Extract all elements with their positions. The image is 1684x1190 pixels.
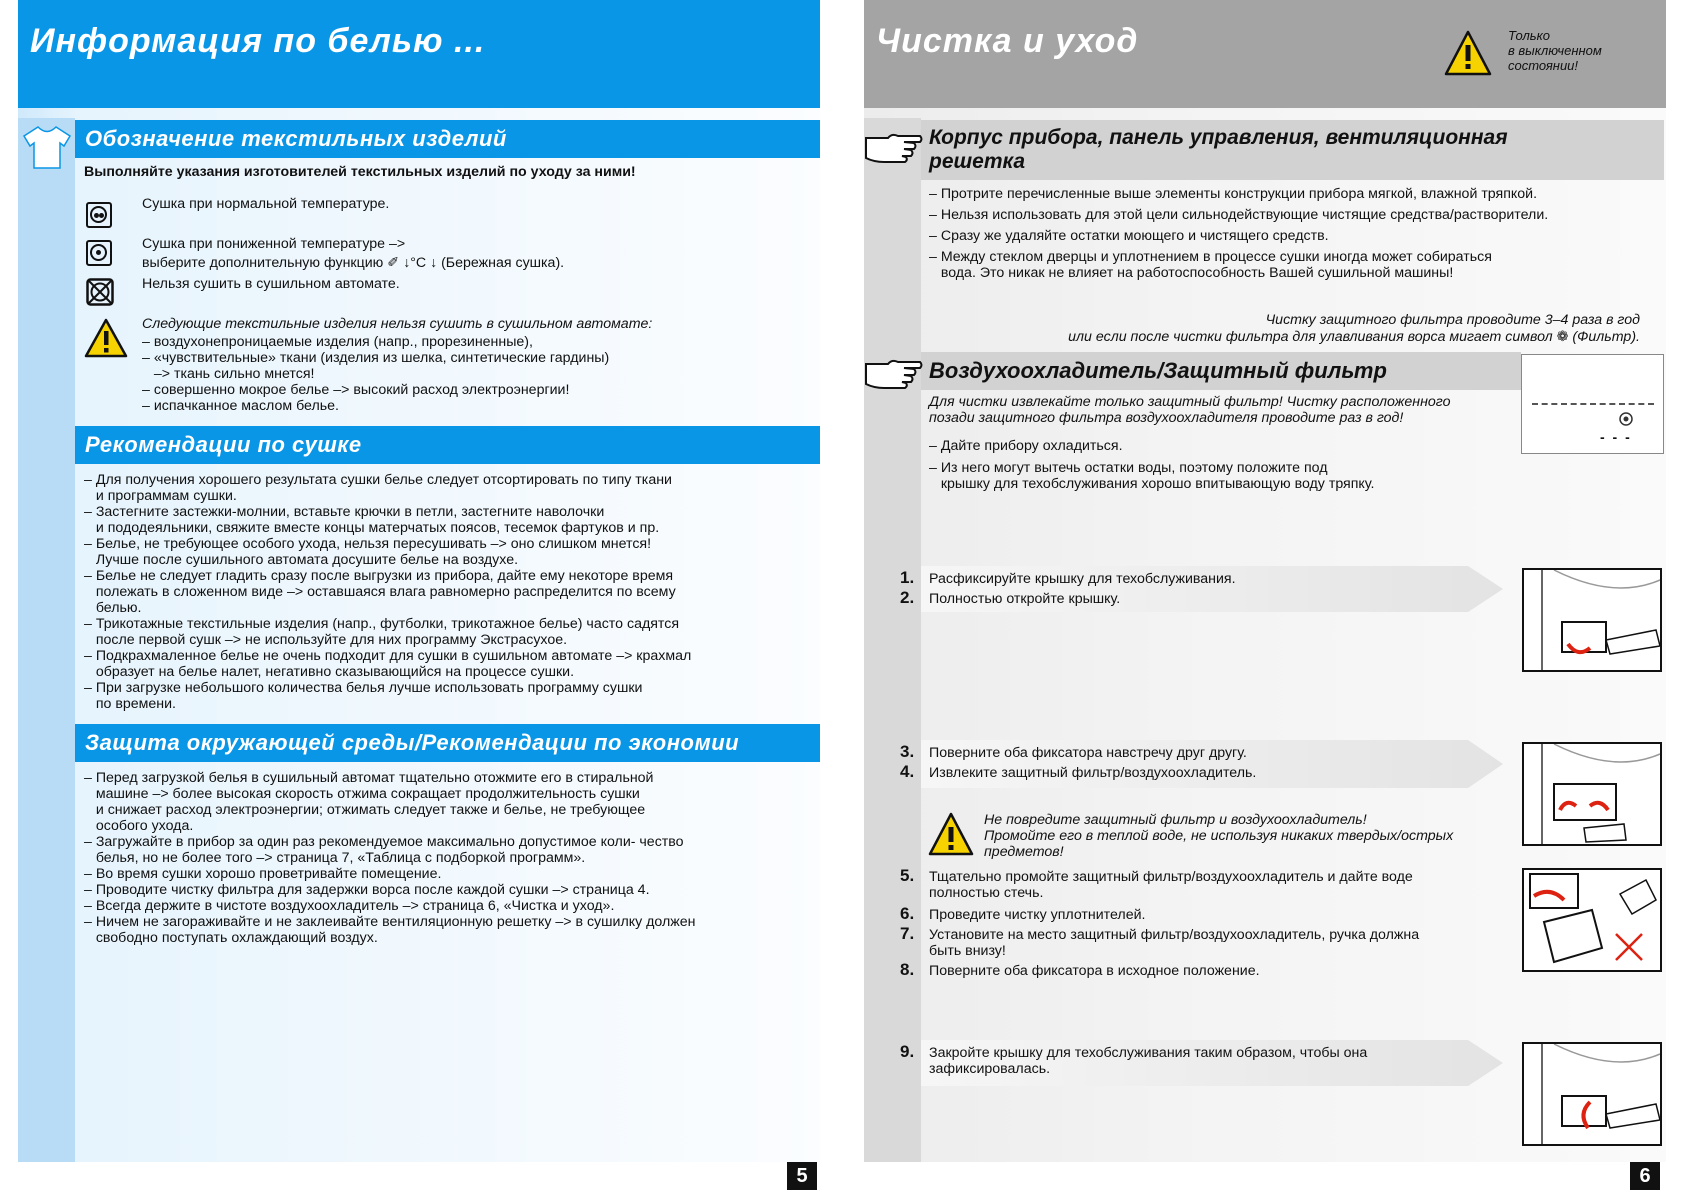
filter-warning: Не повредите защитный фильтр и воздухоохладитель! Промойте его в теплой воде, не используя никаких твердых/острых предметов!	[984, 812, 1454, 860]
illustration-clean-filter	[1522, 868, 1662, 972]
pointing-hand-icon	[864, 130, 924, 164]
drying-line: после первой сушк –> не используйте для них программу Экстрасухое.	[84, 632, 568, 648]
eco-line: – Во время сушки хорошо проветривайте помещение.	[84, 866, 442, 882]
left-page-number: 5	[787, 1162, 817, 1190]
display-readout: - - -	[1600, 429, 1632, 445]
step-text: Поверните оба фиксатора навстречу друг другу.	[929, 745, 1247, 761]
warning-intro: Следующие текстильные изделия нельзя сушить в сушильном автомате:	[142, 316, 653, 332]
filter-note-line-1: Чистку защитного фильтра проводите 3–4 раза в год	[1265, 312, 1640, 328]
eco-line: белья, но не более того –> страница 7, «Таблица с подборкой программ».	[84, 850, 586, 866]
filter-intro-1: Для чистки извлекайте только защитный фильтр! Чистку расположенного	[929, 394, 1451, 410]
drying-line: – При загрузке небольшого количества белья лучше использовать программу сушки	[84, 680, 643, 696]
illustration-unlock-cover	[1522, 568, 1662, 672]
prep-line: крышку для техобслуживания хорошо впитывающую воду тряпку.	[929, 476, 1375, 492]
eco-line: – Загружайте в прибор за один раз рекомендуемое максимально допустимое коли- чество	[84, 834, 684, 850]
warning-icon	[928, 812, 974, 856]
symbol-normal-text: Сушка при нормальной температуре.	[142, 196, 390, 212]
drying-line: полежать в сложенном виде –> оставшаяся влага равномерно распределится по всему	[84, 584, 676, 600]
no-tumble-dry-icon	[86, 278, 114, 306]
eco-line: – Проводите чистку фильтра для задержки ворса после каждой сушки –> страница 4.	[84, 882, 650, 898]
eco-line: машине –> более высокая скорость отжима сокращает продолжительность сушки	[84, 786, 640, 802]
housing-line: – Протрите перечисленные выше элементы конструкции прибора мягкой, влажной тряпкой.	[929, 186, 1538, 202]
step-number: 5.	[900, 866, 915, 885]
step-text: Установите на место защитный фильтр/воздухоохладитель, ручка должна быть внизу!	[929, 927, 1420, 959]
illustration-turn-latches	[1522, 742, 1662, 846]
left-page-header	[18, 0, 820, 108]
step-text: Тщательно промойте защитный фильтр/воздухоохладитель и дайте воде полностью стечь.	[929, 869, 1413, 901]
drying-line: – Трикотажные текстильные изделия (напр., футболки, трикотажное белье) часто садятся	[84, 616, 680, 632]
textiles-heading-band	[75, 120, 820, 158]
eco-heading: Защита окружающей среды/Рекомендации по экономии	[85, 730, 740, 755]
drying-line: – Для получения хорошего результата сушки белье следует отсортировать по типу ткани	[84, 472, 672, 488]
filter-heading: Воздухоохладитель/Защитный фильтр	[929, 358, 1387, 383]
housing-care-list	[929, 186, 1548, 281]
filter-prep-list	[929, 438, 1374, 492]
housing-line: – Сразу же удаляйте остатки моющего и чистящего средств.	[929, 228, 1329, 244]
step-number: 9.	[900, 1042, 915, 1061]
filter-note-line-2: или если после чистки фильтра для улавливания ворса мигает символ ❁ (Фильтр).	[1068, 329, 1640, 345]
eco-line: особого ухода.	[84, 818, 194, 834]
symbol-no-dry-text: Нельзя сушить в сушильном автомате.	[142, 276, 400, 292]
symbol-low-text-2: выберите дополнительную функцию ✐ ↓°C ↓ (Бережная сушка).	[142, 255, 565, 271]
right-page-header	[864, 0, 1666, 108]
drying-heading: Рекомендации по сушке	[85, 432, 362, 457]
step-text: Полностью откройте крышку.	[929, 591, 1121, 607]
housing-heading-band	[921, 120, 1664, 180]
warning-item: – воздухонепроницаемые изделия (напр., прорезиненные),	[142, 334, 533, 350]
control-panel-display	[1521, 354, 1664, 454]
drying-line: и программам сушки.	[84, 488, 237, 504]
filter-heading-band	[921, 352, 1521, 390]
eco-line: и снижает расход электроэнергии; отжимать следует также и белье, не требующее	[84, 802, 646, 818]
eco-line: – Всегда держите в чистоте воздухоохладитель –> страница 6, «Чистка и уход».	[84, 898, 615, 914]
warning-item: – испачканное маслом белье.	[142, 398, 339, 414]
housing-line: вода. Это никак не влияет на работоспособность Вашей сушильной машины!	[929, 265, 1454, 281]
warning-icon	[1444, 30, 1492, 76]
drying-line: – Застегните застежки-молнии, вставьте крючки в петли, застегните наволочки	[84, 504, 605, 520]
drying-line: и пододеяльники, свяжите вместе концы матерчатых поясов, тесемок фартуков и пр.	[84, 520, 660, 536]
step-number: 2.	[900, 588, 915, 607]
prep-line: – Дайте прибору охладиться.	[929, 438, 1123, 454]
step-number: 8.	[900, 960, 915, 979]
step-text: Закройте крышку для техобслуживания таким образом, чтобы она зафиксировалась.	[929, 1045, 1368, 1077]
illustration-close-cover	[1522, 1042, 1662, 1146]
textiles-heading: Обозначение текстильных изделий	[85, 126, 507, 151]
step-text: Поверните оба фиксатора в исходное положение.	[929, 963, 1260, 979]
housing-heading: Корпус прибора, панель управления, вентиляционная решетка	[929, 126, 1508, 173]
drying-line: по времени.	[84, 696, 177, 712]
warning-icon	[84, 318, 128, 358]
eco-line: – Ничем не загораживайте и не заклеивайте вентиляционную решетку –> в сушилку должен	[84, 914, 696, 930]
left-page-title: Информация по белью ...	[30, 22, 486, 60]
drying-line: белью.	[84, 600, 142, 616]
dry-normal-temp-icon	[86, 202, 112, 228]
tshirt-icon	[20, 124, 74, 172]
step-text: Расфиксируйте крышку для техобслуживания.	[929, 571, 1236, 587]
step-number: 3.	[900, 742, 915, 761]
dry-low-temp-icon	[86, 240, 112, 266]
drying-recommendations-list	[84, 472, 691, 712]
drying-heading-band	[75, 426, 820, 464]
eco-line: свободно поступать охлаждающий воздух.	[84, 930, 378, 946]
filter-intro-2: позади защитного фильтра воздухоохладителя проводите раз в год!	[929, 410, 1404, 426]
warning-item: –> ткань сильно мнется!	[142, 366, 315, 382]
eco-recommendations-list	[84, 770, 696, 946]
step-number: 6.	[900, 904, 915, 923]
right-margin-strip	[864, 118, 921, 1162]
eco-line: – Перед загрузкой белья в сушильный автомат тщательно отожмите его в стиральной	[84, 770, 654, 786]
step-number: 4.	[900, 762, 915, 781]
prep-line: – Из него могут вытечь остатки воды, поэтому положите под	[929, 460, 1328, 476]
drying-line: – Белье, не требующее особого ухода, нельзя пересушивать –> оно слишком мнется!	[84, 536, 652, 552]
housing-line: – Между стеклом дверцы и уплотнением в процессе сушки иногда может собираться	[929, 249, 1492, 265]
step-text: Извлеките защитный фильтр/воздухоохладитель.	[929, 765, 1257, 781]
step-number: 1.	[900, 568, 915, 587]
drying-line: Лучше после сушильного автомата досушите белье на воздухе.	[84, 552, 519, 568]
only-off-note: Только в выключенном состоянии!	[1508, 28, 1602, 73]
drying-line: – Белье не следует гладить сразу после выгрузки из прибора, дайте ему некоторе время	[84, 568, 674, 584]
warning-item: – «чувствительные» ткани (изделия из шелка, синтетические гардины)	[142, 350, 610, 366]
right-page-number: 6	[1630, 1162, 1660, 1190]
step-number: 7.	[900, 924, 915, 943]
pointing-hand-icon	[864, 356, 924, 390]
warning-item: – совершенно мокрое белье –> высокий расход электроэнергии!	[142, 382, 570, 398]
eco-heading-band	[75, 724, 820, 762]
step-text: Проведите чистку уплотнителей.	[929, 907, 1146, 923]
left-margin-strip	[18, 118, 75, 1162]
filter-symbol-icon	[1618, 411, 1634, 427]
drying-line: образует на белье налет, негативно сказывающийся на процессе сушки.	[84, 664, 575, 680]
textiles-intro: Выполняйте указания изготовителей текстильных изделий по уходу за ними!	[84, 164, 636, 180]
drying-line: – Подкрахмаленное белье не очень подходит для сушки в сушильном автомате –> крахмал	[84, 648, 692, 664]
right-page-title: Чистка и уход	[876, 22, 1139, 60]
housing-line: – Нельзя использовать для этой цели сильнодействующие чистящие средства/растворители.	[929, 207, 1549, 223]
symbol-low-text-1: Сушка при пониженной температуре –>	[142, 236, 406, 252]
